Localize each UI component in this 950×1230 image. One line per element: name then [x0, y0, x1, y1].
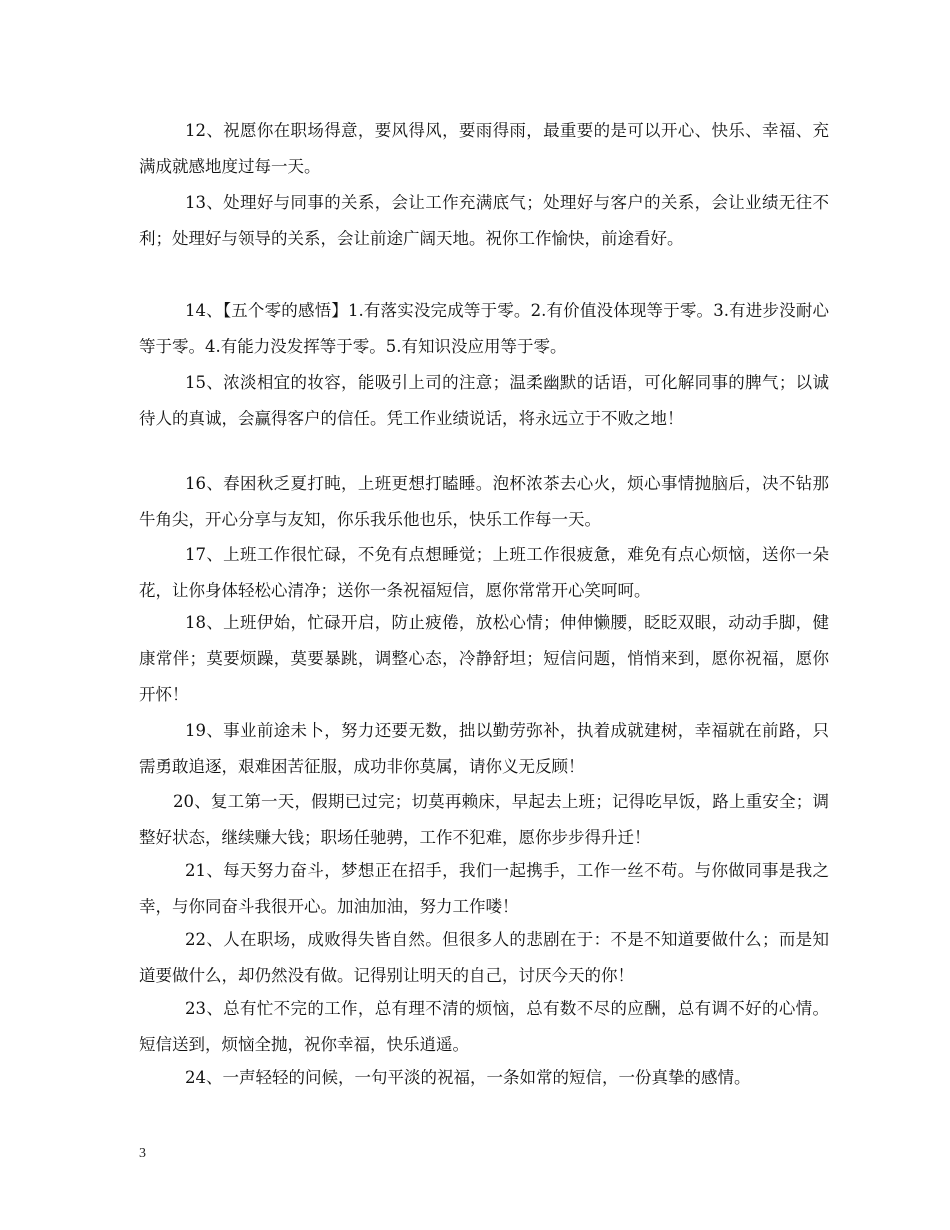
- paragraph-19: 19、事业前途未卜，努力还要无数，拙以勤劳弥补，执着成就建树，幸福就在前路，只需勇敢追逐，艰难困苦征服，成功非你莫属，请你义无反顾！: [139, 721, 829, 776]
- paragraph-20: 20、复工第一天，假期已过完；切莫再赖床，早起去上班；记得吃早饭，路上重安全；调整好状态，继续赚大钱；职场任驰骋，工作不犯难，愿你步步得升迁！: [139, 792, 829, 847]
- paragraph-14: 14、【五个零的感悟】1.有落实没完成等于零。2.有价值没体现等于零。3.有进步没耐心等于零。4.有能力没发挥等于零。5.有知识没应用等于零。: [139, 301, 829, 356]
- paragraph-18: 18、上班伊始，忙碌开启，防止疲倦，放松心情；伸伸懒腰，眨眨双眼，动动手脚，健康常伴；莫要烦躁，莫要暴跳，调整心态，冷静舒坦；短信问题，悄悄来到，愿你祝福，愿你开怀！: [139, 613, 829, 704]
- paragraph-15: 15、浓淡相宜的妆容，能吸引上司的注意；温柔幽默的话语，可化解同事的脾气；以诚待人的真诚，会赢得客户的信任。凭工作业绩说话，将永远立于不败之地！: [139, 373, 829, 428]
- paragraph-17: 17、上班工作很忙碌，不免有点想睡觉；上班工作很疲惫，难免有点心烦恼，送你一朵花，让你身体轻松心清净；送你一条祝福短信，愿你常常开心笑呵呵。: [139, 545, 829, 600]
- paragraph-13: 13、处理好与同事的关系，会让工作充满底气；处理好与客户的关系，会让业绩无往不利；处理好与领导的关系，会让前途广阔天地。祝你工作愉快，前途看好。: [139, 193, 829, 248]
- paragraph-21: 21、每天努力奋斗，梦想正在招手，我们一起携手，工作一丝不苟。与你做同事是我之幸，与你同奋斗我很开心。加油加油，努力工作喽！: [139, 861, 829, 916]
- page-number: 3: [139, 1146, 146, 1161]
- paragraph-12: 12、祝愿你在职场得意，要风得风，要雨得雨，最重要的是可以开心、快乐、幸福、充满成就感地度过每一天。: [139, 121, 829, 176]
- paragraph-16: 16、春困秋乏夏打盹，上班更想打瞌睡。泡杯浓茶去心火，烦心事情抛脑后，决不钻那牛角尖，开心分享与友知，你乐我乐他也乐，快乐工作每一天。: [139, 474, 829, 529]
- paragraph-22: 22、人在职场，成败得失皆自然。但很多人的悲剧在于：不是不知道要做什么；而是知道要做什么，却仍然没有做。记得别让明天的自己，讨厌今天的你！: [139, 930, 829, 985]
- paragraph-24: 24、一声轻轻的问候，一句平淡的祝福，一条如常的短信，一份真挚的感情。: [185, 1068, 751, 1087]
- paragraph-23: 23、总有忙不完的工作，总有理不清的烦恼，总有数不尽的应酬，总有调不好的心情。短信送到，烦恼全抛，祝你幸福，快乐逍遥。: [139, 999, 829, 1054]
